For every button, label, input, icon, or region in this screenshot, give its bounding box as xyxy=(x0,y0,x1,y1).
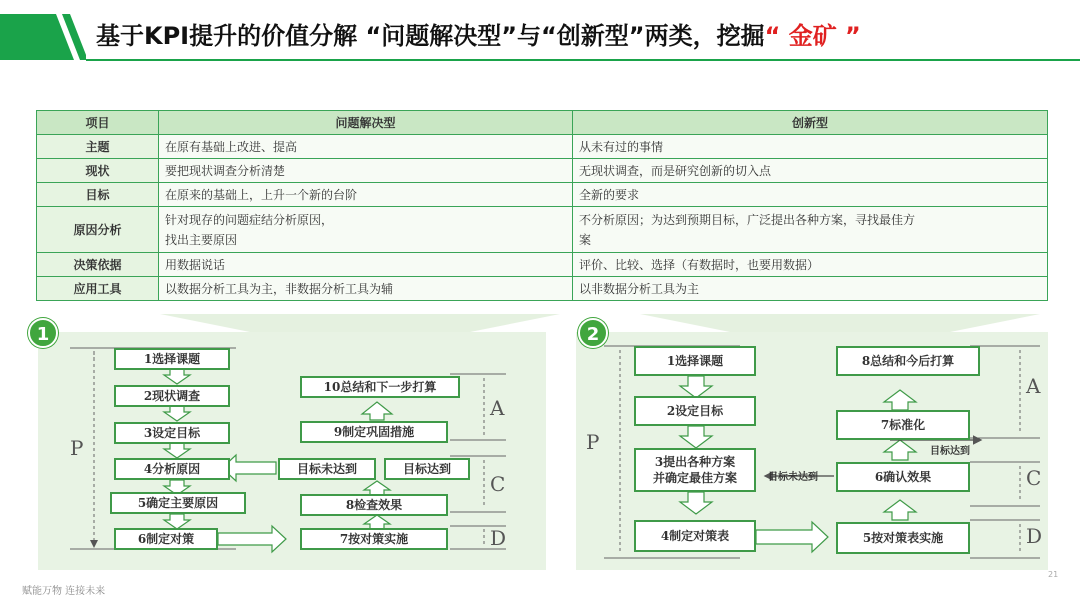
flow2-step-8: 8总结和今后打算 xyxy=(836,346,980,376)
flow1-step-6: 6制定对策 xyxy=(114,528,218,550)
flow2-label-fail: 目标未达到 xyxy=(768,472,818,483)
cell-line: 案 xyxy=(579,232,592,247)
cell-line: 不分析原因；为达到预期目标，广泛提出各种方案，寻找最佳方 xyxy=(579,212,916,227)
table-header-cell: 问题解决型 xyxy=(159,111,573,135)
flow2-step-3-line1: 3提出各种方案 xyxy=(654,455,736,469)
flow1-step-8: 8检查效果 xyxy=(300,494,448,516)
table-cell: 要把现状调查分析清楚 xyxy=(159,159,573,183)
flow2-phase-p: P xyxy=(586,430,600,454)
flow1-step-3: 3设定目标 xyxy=(114,422,230,444)
footer-slogan: 赋能万物 连接未来 xyxy=(22,586,106,597)
flow2-phase-d: D xyxy=(1026,524,1043,548)
flow2-step-2: 2设定目标 xyxy=(634,396,756,426)
flow1-step-9: 9制定巩固措施 xyxy=(300,421,448,443)
table-cell: 以非数据分析工具为主 xyxy=(573,277,1048,301)
flow1-step-10: 10总结和下一步打算 xyxy=(300,376,460,398)
flow2-label-ok: 目标达到 xyxy=(930,446,970,457)
row-label: 主题 xyxy=(37,135,159,159)
flow1-branch-ok: 目标达到 xyxy=(384,458,470,480)
table-cell: 用数据说话 xyxy=(159,253,573,277)
cell-line: 找出主要原因 xyxy=(165,232,238,247)
table-cell: 在原来的基础上，上升一个新的台阶 xyxy=(159,183,573,207)
flow1-phase-a: A xyxy=(490,396,505,420)
table-header-cell: 项目 xyxy=(37,111,159,135)
row-label: 决策依据 xyxy=(37,253,159,277)
flow1-branch-fail: 目标未达到 xyxy=(278,458,376,480)
flow2-step-1: 1选择课题 xyxy=(634,346,756,376)
flow1-step-7: 7按对策实施 xyxy=(300,528,448,550)
title-main: 基于KPI提升的价值分解 “问题解决型”与“创新型”两类，挖掘 xyxy=(96,22,765,50)
flow1-step-1: 1选择课题 xyxy=(114,348,230,370)
cell-line: 针对现存的问题症结分析原因， xyxy=(165,212,334,227)
table-cell: 全新的要求 xyxy=(573,183,1048,207)
table-cell: 评价、比较、选择（有数据时，也要用数据） xyxy=(573,253,1048,277)
flow2-step-3-line2: 并确定最佳方案 xyxy=(652,471,737,485)
row-label: 现状 xyxy=(37,159,159,183)
table-header-cell: 创新型 xyxy=(573,111,1048,135)
title-highlight: “ 金矿 ” xyxy=(764,22,861,50)
flow2-phase-a: A xyxy=(1026,374,1041,398)
flow2-step-3 xyxy=(634,448,756,492)
flow1-step-4: 4分析原因 xyxy=(114,458,230,480)
row-label: 目标 xyxy=(37,183,159,207)
flow1-phase-p: P xyxy=(70,436,84,460)
flow1-phase-c: C xyxy=(490,472,506,496)
page-number: 21 xyxy=(1048,570,1059,579)
table-cell: 无现状调查，而是研究创新的切入点 xyxy=(573,159,1048,183)
row-label: 原因分析 xyxy=(37,207,159,253)
flow2-step-7: 7标准化 xyxy=(836,410,970,440)
flow1-step-2: 2现状调查 xyxy=(114,385,230,407)
flow1-phase-d: D xyxy=(490,526,507,550)
table-cell: 在原有基础上改进、提高 xyxy=(159,135,573,159)
panel1-badge: 1 xyxy=(28,318,58,348)
table-cell: 以数据分析工具为主，非数据分析工具为辅 xyxy=(159,277,573,301)
flow2-step-4: 4制定对策表 xyxy=(634,520,756,552)
flow2-step-6: 6确认效果 xyxy=(836,462,970,492)
row-label: 应用工具 xyxy=(37,277,159,301)
flow2-phase-c: C xyxy=(1026,466,1042,490)
panel2-badge: 2 xyxy=(578,318,608,348)
flow2-step-5: 5按对策表实施 xyxy=(836,522,970,554)
flow1-step-5: 5确定主要原因 xyxy=(110,492,246,514)
table-cell: 从未有过的事情 xyxy=(573,135,1048,159)
